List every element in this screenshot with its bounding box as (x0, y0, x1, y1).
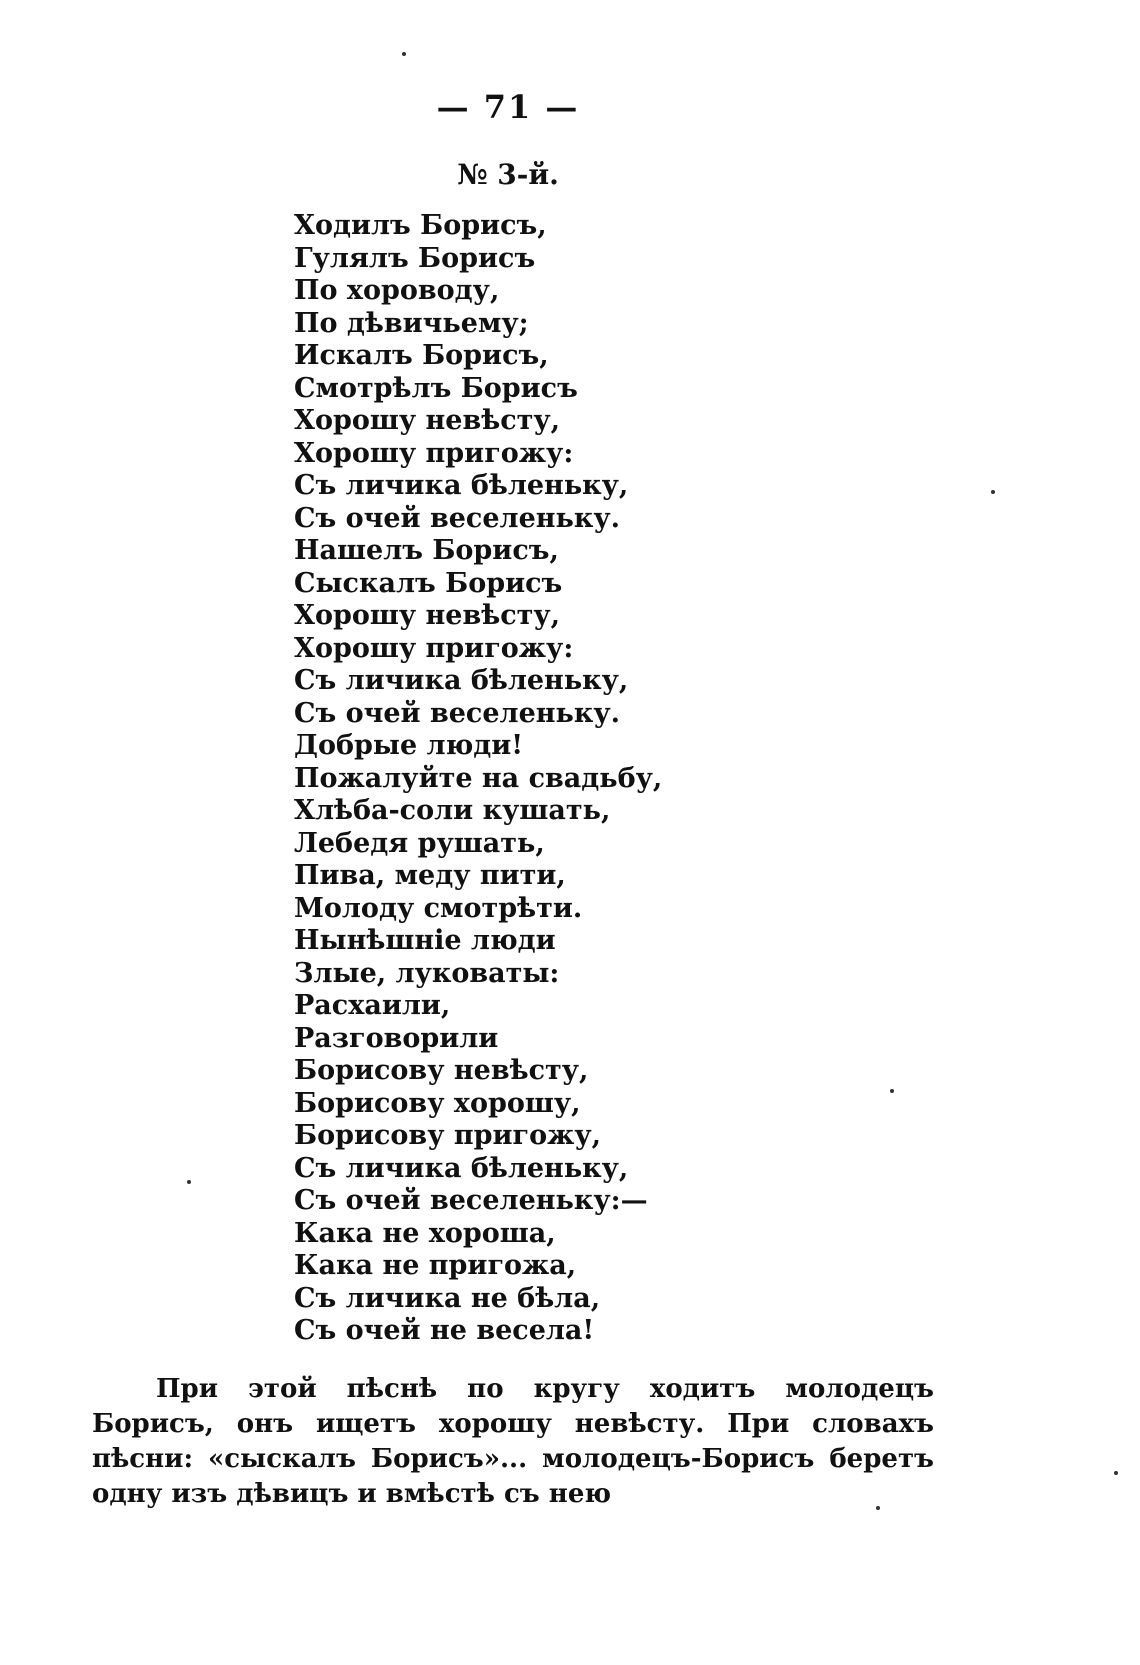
verse-line: По хороводу, (294, 275, 500, 306)
verse-line: Молоду смотрѣти. (294, 892, 583, 924)
verse-line: Съ очей веселеньку. (294, 502, 621, 534)
verse (294, 210, 662, 1348)
verse-line: Съ личика не бѣла, (294, 1282, 601, 1314)
verse-line: Борисову пригожу, (294, 1120, 602, 1151)
verse-line: Борисову хорошу, (294, 1087, 581, 1119)
song-number: № 3-й. (457, 158, 559, 191)
verse-line: Хорошу пригожу: (294, 632, 574, 664)
verse-line: Съ очей веселеньку. (294, 697, 621, 729)
verse-line: Нынѣшніе люди (294, 925, 556, 956)
verse-line: Съ личика бѣленьку, (294, 470, 629, 501)
print-speck (991, 490, 995, 494)
verse-line: Съ личика бѣленьку, (294, 665, 629, 696)
verse-line: Съ очей не весела! (294, 1315, 595, 1346)
verse-line: Хлѣба-соли кушать, (294, 795, 611, 826)
verse-line: Кака не хороша, (294, 1217, 556, 1249)
print-speck (876, 1506, 880, 1510)
print-speck (402, 52, 406, 56)
verse-line: Хорошу пригожу: (294, 437, 574, 469)
verse-line: Смотрѣлъ Борисъ (294, 372, 578, 404)
verse-line: Съ очей веселеньку:— (294, 1185, 648, 1216)
verse-line: Ходилъ Борисъ, (294, 210, 547, 241)
commentary-paragraph: При этой пѣснѣ по кругу ходитъ молодецъ Борисъ, онъ ищетъ хорошу невѣсту. При словахъ пѣсни: «сыскалъ Борисъ»... молодецъ-Борисъ беретъ одну изъ дѣвицъ и вмѣстѣ съ нею (92, 1374, 934, 1509)
verse-line: Хорошу невѣсту, (294, 600, 561, 631)
verse-line: Искалъ Борисъ, (294, 340, 549, 371)
verse-line: Добрые люди! (294, 730, 524, 761)
print-speck (890, 1089, 894, 1093)
verse-line: Пожалуйте на свадьбу, (294, 762, 663, 794)
page-number: — 71 — (436, 88, 580, 126)
verse-line: Расхаили, (294, 990, 451, 1021)
verse-line: Злые, луковаты: (294, 957, 560, 989)
print-speck (1114, 1471, 1118, 1475)
verse-line: Хорошу невѣсту, (294, 405, 561, 436)
verse-line: Гулялъ Борисъ (294, 242, 536, 274)
verse-line: Кака не пригожа, (294, 1250, 577, 1281)
verse-line: Разговорили (294, 1022, 499, 1054)
verse-line: Борисову невѣсту, (294, 1055, 589, 1086)
verse-line: Пива, меду пити, (294, 860, 566, 891)
verse-line: Съ личика бѣленьку, (294, 1152, 629, 1184)
print-speck (187, 1180, 191, 1184)
verse-line: Сыскалъ Борисъ (294, 567, 563, 599)
verse-line: Нашелъ Борисъ, (294, 535, 559, 566)
verse-line: Лебедя рушать, (294, 827, 545, 859)
verse-line: По дѣвичьему; (294, 307, 529, 339)
